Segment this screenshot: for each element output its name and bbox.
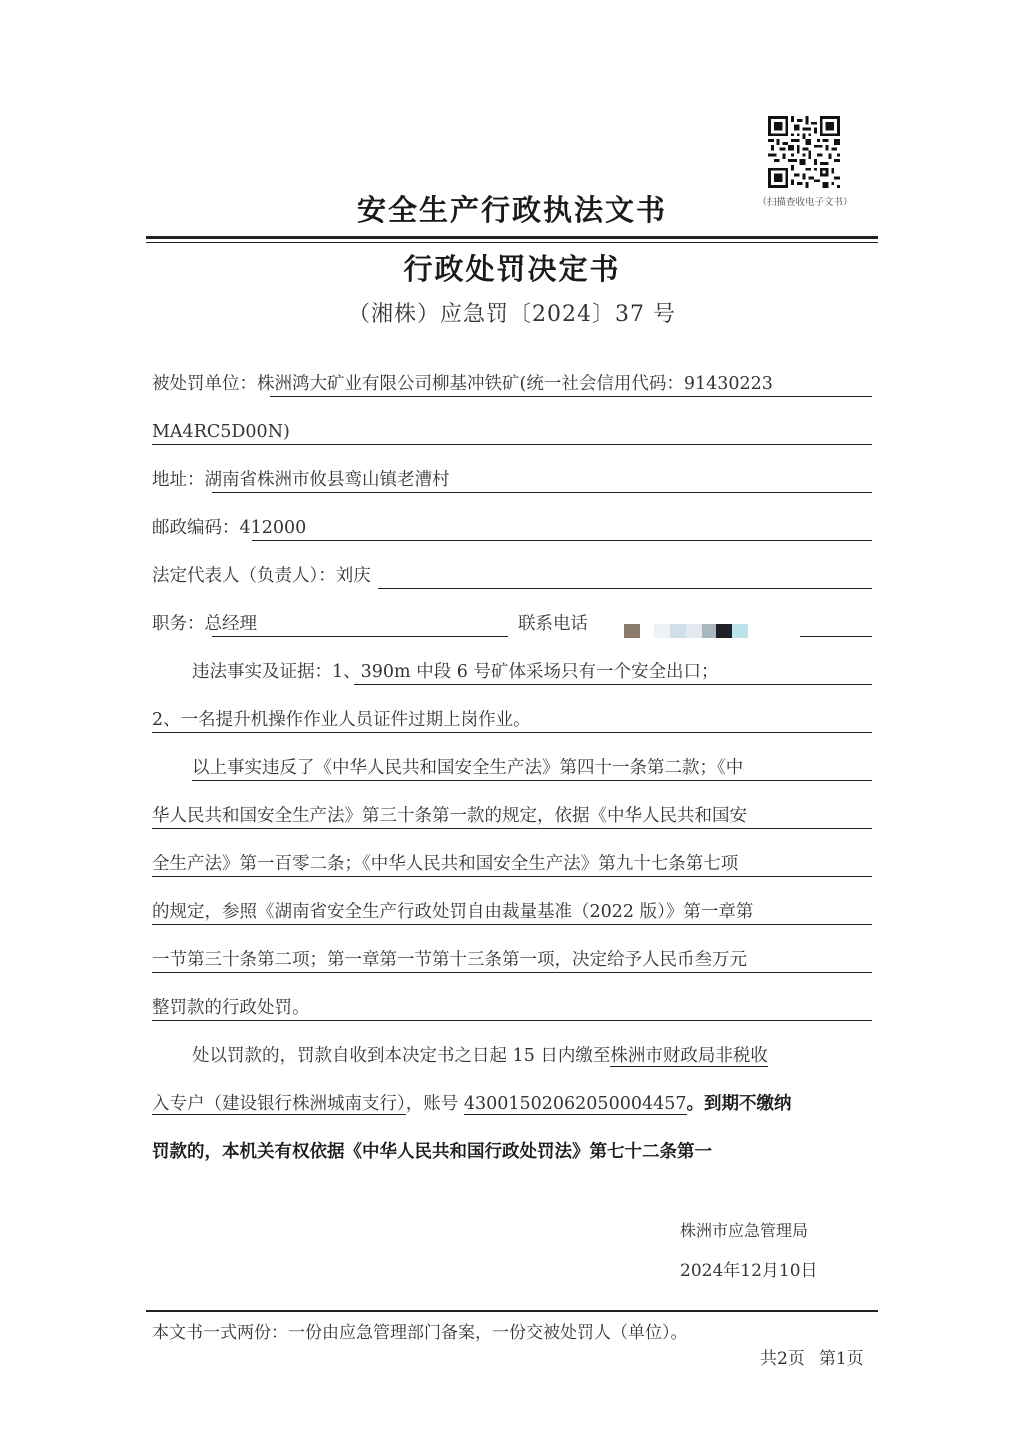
basis-line: 全生产法》第一百零二条；《中华人民共和国安全生产法》第九十七条第七项 <box>152 854 739 874</box>
document-title: 行政处罚决定书 <box>403 252 621 286</box>
underline <box>212 636 508 637</box>
punished-unit-value: 株洲鸿大矿业有限公司柳基冲铁矿(统一社会信用代码：91430223 <box>257 374 773 394</box>
postcode-row <box>152 516 306 540</box>
underline <box>252 540 872 541</box>
underline <box>212 492 872 493</box>
qr-caption: （扫描查收电子文书） <box>757 197 853 208</box>
footer-note: 本文书一式两份：一份由应急管理部门备案，一份交被处罚人（单位）。 <box>152 1323 688 1343</box>
payee-bank: 入专户（建设银行株洲城南支行） <box>152 1094 406 1114</box>
document-number: （湘株）应急罚〔2024〕37 号 <box>348 302 676 327</box>
payment-line-1 <box>192 1044 768 1068</box>
punished-unit-row-continued <box>152 420 290 444</box>
underline <box>152 924 872 925</box>
legal-rep-label: 法定代表人（负责人）： <box>152 566 336 586</box>
account-label: ，账号 <box>405 1094 464 1114</box>
punished-unit-value-cont: MA4RC5D00N) <box>152 422 290 442</box>
account-number: 43001502062050004457 <box>463 1094 687 1114</box>
payee-name: 株洲市财政局非税收 <box>610 1046 768 1066</box>
basis-line: 整罚款的行政处罚。 <box>152 998 310 1018</box>
postcode-label: 邮政编码： <box>152 518 240 538</box>
issuing-authority: 株洲市应急管理局 <box>680 1221 809 1240</box>
underline <box>152 732 872 733</box>
current-page: 第1页 <box>818 1349 864 1369</box>
underline <box>354 684 872 685</box>
underline <box>378 588 872 589</box>
phone-label: 联系电话 <box>518 614 588 634</box>
overdue-warning: 。到期不缴纳 <box>686 1094 792 1114</box>
postcode-value: 412000 <box>239 518 307 538</box>
facts-item-1: 1、390m 中段 6 号矿体采场只有一个安全出口； <box>332 662 719 682</box>
underline <box>152 1020 872 1021</box>
payment-line-2 <box>152 1092 792 1116</box>
header-rule-thick <box>146 236 878 239</box>
underline <box>270 396 872 397</box>
legal-rep-row <box>152 564 371 588</box>
qr-code-image <box>768 116 840 188</box>
header-rule-thin <box>146 242 878 243</box>
payment-line-3: 罚款的，本机关有权依据《中华人民共和国行政处罚法》第七十二条第一 <box>152 1142 712 1162</box>
issue-date: 2024年12月10日 <box>680 1261 818 1281</box>
punished-unit-row <box>152 372 773 396</box>
position-value: 总经理 <box>204 614 257 634</box>
facts-label: 违法事实及证据： <box>192 662 332 682</box>
address-label: 地址： <box>152 470 205 490</box>
footer-rule <box>146 1310 878 1312</box>
position-row <box>152 612 257 636</box>
underline <box>800 636 872 637</box>
underline <box>152 972 872 973</box>
underline <box>152 828 872 829</box>
underline <box>152 876 872 877</box>
position-label: 职务： <box>152 614 205 634</box>
facts-item-2: 2、一名提升机操作作业人员证件过期上岗作业。 <box>152 710 531 730</box>
payment-prefix: 处以罚款的，罚款自收到本决定书之日起 15 日内缴至 <box>192 1046 611 1066</box>
address-row <box>152 468 450 492</box>
underline <box>152 444 872 445</box>
total-pages: 共2页 <box>760 1349 805 1369</box>
legal-rep-value: 刘庆 <box>335 566 371 586</box>
facts-row <box>192 660 718 684</box>
punished-unit-label: 被处罚单位： <box>152 374 257 394</box>
underline <box>192 780 872 781</box>
basis-line: 华人民共和国安全生产法》第三十条第一款的规定，依据《中华人民共和国安 <box>152 806 747 826</box>
address-value: 湖南省株洲市攸县鸾山镇老漕村 <box>204 470 450 490</box>
basis-line: 的规定，参照《湖南省安全生产行政处罚自由裁量基准（2022 版）》第一章第 <box>152 902 754 922</box>
document-series-title: 安全生产行政执法文书 <box>356 193 667 227</box>
basis-line: 以上事实违反了《中华人民共和国安全生产法》第四十一条第二款；《中 <box>192 758 744 778</box>
page-count <box>760 1344 864 1369</box>
basis-line: 一节第三十条第二项；第一章第一节第十三条第一项，决定给予人民币叁万元 <box>152 950 747 970</box>
